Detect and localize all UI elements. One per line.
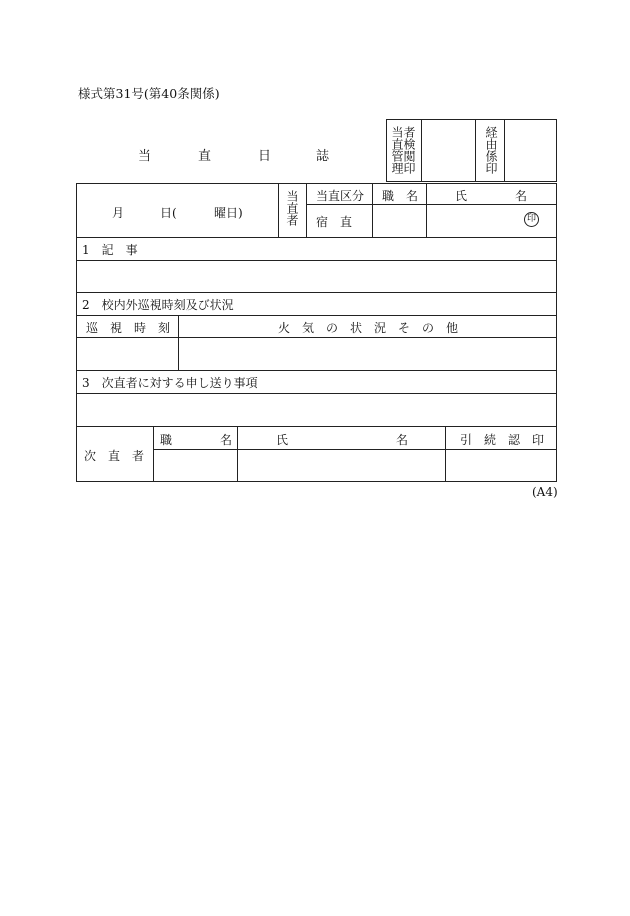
next-post-field[interactable] [154,450,236,481]
duty-manager-seal-label-2: 当直管理 [390,126,404,174]
on-duty-label: 当直者 [285,190,299,226]
handover-seal-header: 引 続 認 印 [460,433,545,447]
title-char: 日 [258,149,272,164]
duty-manager-seal-box[interactable] [386,119,476,182]
patrol-time-header: 巡 視 時 刻 [86,321,171,335]
name-header: 氏 [455,189,468,203]
section-3-heading: 3 次直者に対する申し送り事項 [82,376,258,390]
seal-mark: 印 [524,212,539,227]
next-name-header: 氏 [276,433,289,447]
title-char: 直 [198,149,212,164]
patrol-time-field[interactable] [77,338,177,369]
handover-notes-field[interactable] [77,394,556,425]
routing-seal-box[interactable] [475,119,557,182]
paper-size: (A4) [532,485,558,499]
night-duty-label: 宿 直 [316,215,353,229]
title-char: 誌 [316,149,330,164]
handover-seal-field[interactable] [446,450,556,481]
name-header: 名 [515,189,528,203]
duty-manager-seal-label-1: 者検閲印 [402,126,416,174]
next-post-header: 職 [160,433,173,447]
next-duty-label: 次 直 者 [84,449,145,463]
day-label: 日( [160,206,177,220]
routing-seal-label: 経由係印 [484,126,498,174]
month-label: 月 [112,206,125,220]
next-name-field[interactable] [238,450,444,481]
title-char: 当 [138,149,152,164]
post-header: 職 名 [382,189,419,203]
weekday-label: 曜日) [214,206,243,220]
duty-type-header: 当直区分 [316,189,365,203]
section-1-heading: 1 記 事 [82,243,138,257]
next-name-header: 名 [396,433,409,447]
fire-status-field[interactable] [179,338,556,369]
next-post-header: 名 [220,433,233,447]
form-number: 様式第31号(第40条関係) [78,86,220,101]
section-2-heading: 2 校内外巡視時刻及び状況 [82,298,234,312]
notes-field[interactable] [77,261,556,292]
fire-status-header: 火 気 の 状 況 そ の 他 [278,321,459,335]
